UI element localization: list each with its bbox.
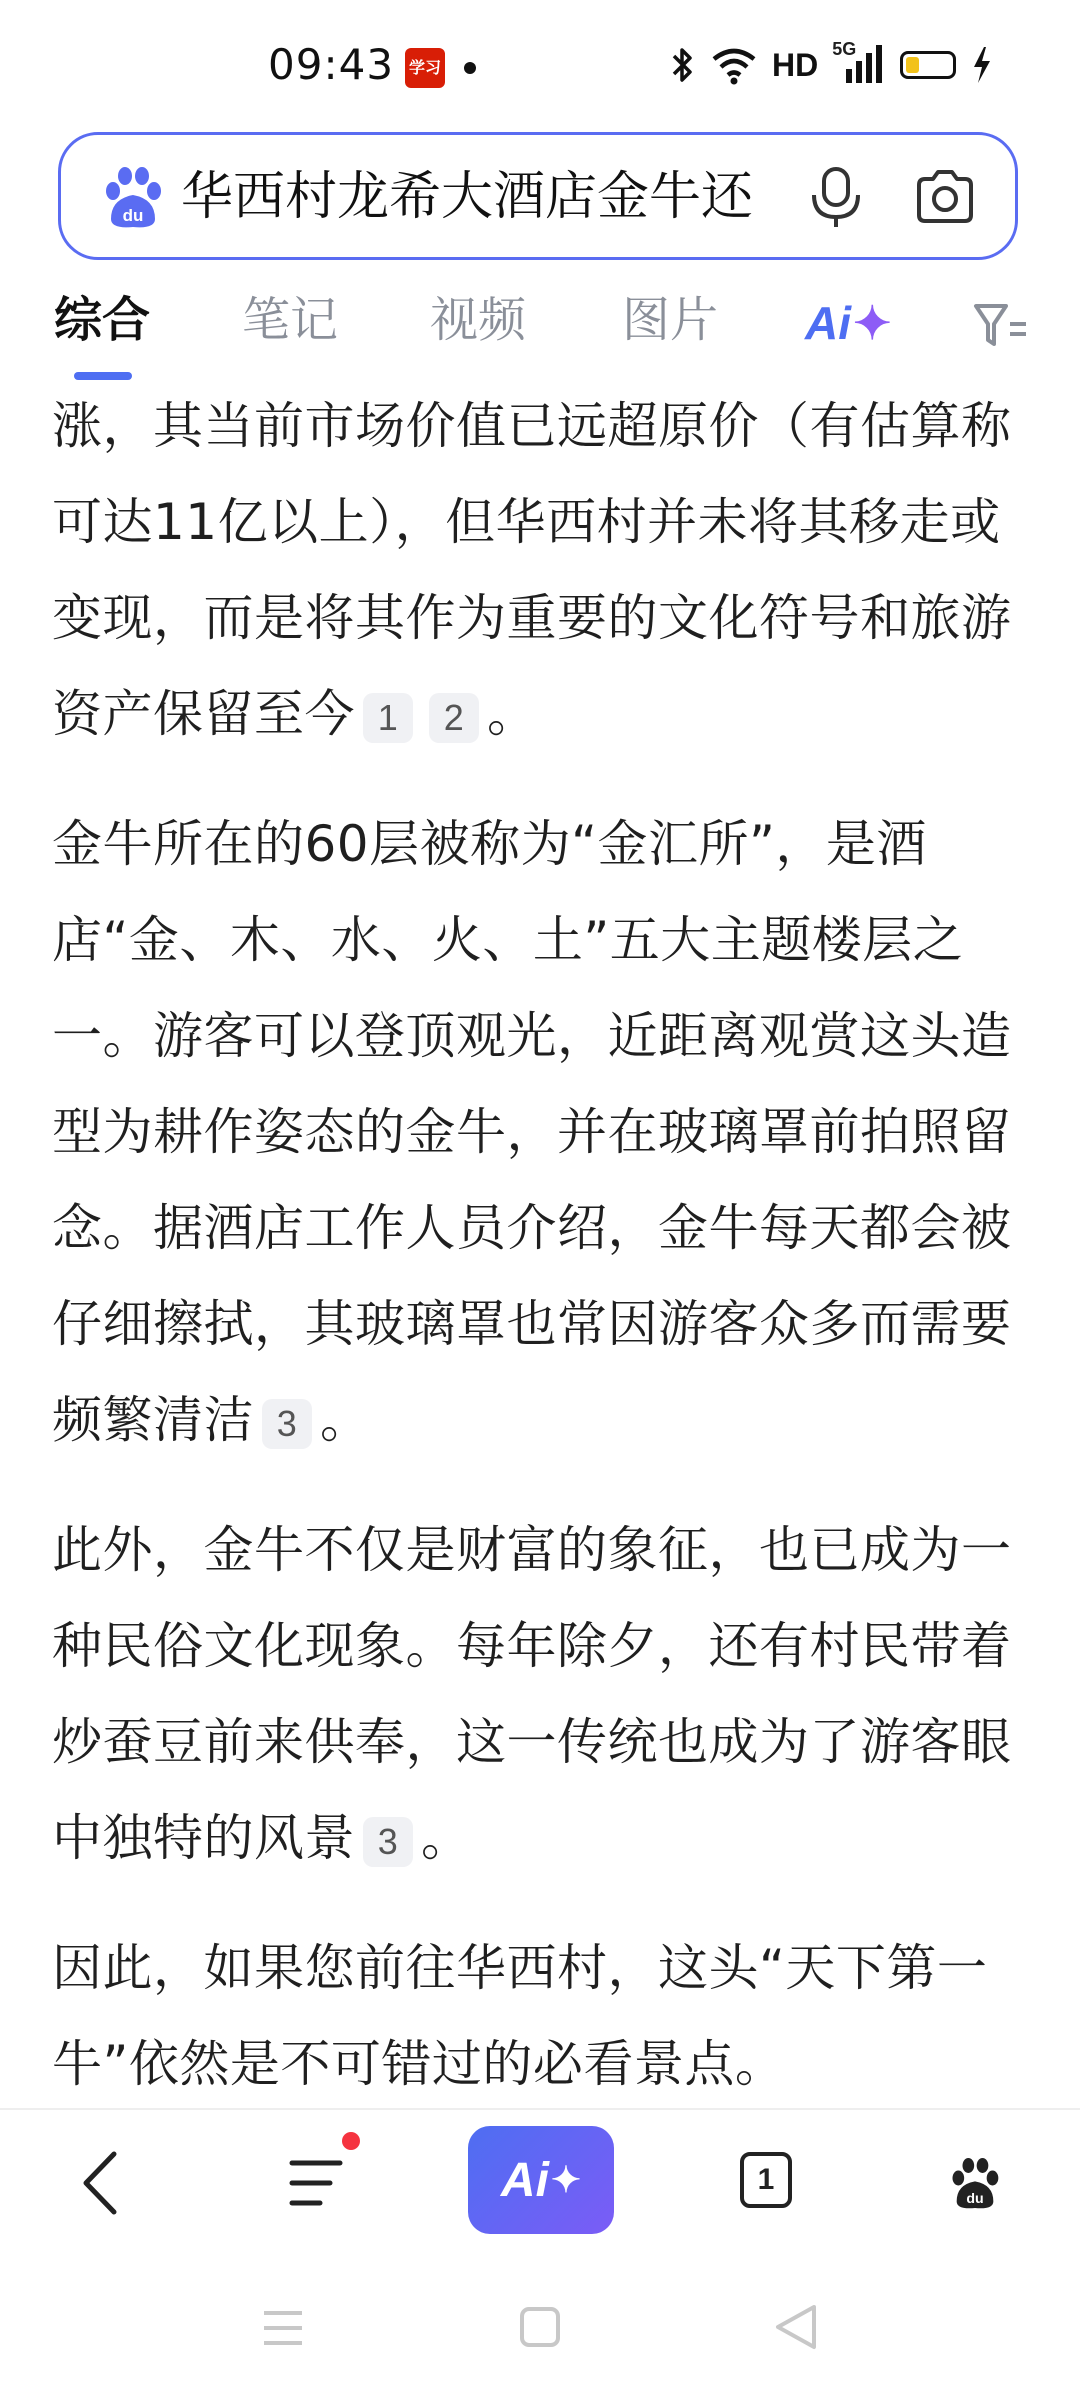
system-nav-bar <box>0 2255 1080 2400</box>
ai-tab-label: Ai <box>805 297 851 349</box>
battery-icon <box>900 51 956 79</box>
tab-images[interactable]: 图片 <box>622 292 719 348</box>
back-icon <box>78 2150 122 2216</box>
paragraph-end: 。 <box>421 1809 472 1867</box>
paragraph-text: 因此，如果您前往华西村，这头“天下第一牛”依然是不可错过的必看景点。 <box>52 1939 988 2093</box>
baidu-logo-icon <box>97 161 169 233</box>
paragraph <box>52 378 1032 762</box>
bluetooth-icon <box>670 44 696 86</box>
search-bar[interactable] <box>58 132 1018 260</box>
mic-icon[interactable] <box>806 165 866 231</box>
citation-badge[interactable]: 3 <box>363 1817 413 1867</box>
signal-label: 5G <box>832 39 857 59</box>
paragraph <box>52 796 1032 1468</box>
paragraph <box>52 1502 1032 1886</box>
menu-icon <box>282 2155 348 2211</box>
search-input[interactable]: 华西村龙希大酒店金牛还 <box>181 167 754 227</box>
network-label: HD <box>772 46 819 83</box>
ai-assistant-button[interactable] <box>468 2126 614 2234</box>
paragraph-end: 。 <box>320 1391 371 1449</box>
app-notification-icon: 学习 <box>405 48 445 88</box>
sparkle-icon: ✦ <box>853 297 892 349</box>
paragraph <box>52 1920 1032 2108</box>
signal-icon <box>832 39 886 87</box>
sparkle-icon: ✦ <box>550 2159 582 2200</box>
answer-content <box>52 378 1032 2108</box>
baidu-home-button[interactable] <box>920 2110 1030 2255</box>
filter-icon[interactable] <box>972 300 1028 350</box>
tab-notes[interactable]: 笔记 <box>242 292 339 348</box>
status-icons <box>670 40 994 90</box>
tab-ai[interactable] <box>805 296 892 350</box>
tab-general[interactable]: 综合 <box>54 292 151 348</box>
back-nav-icon[interactable] <box>770 2301 822 2353</box>
baidu-home-icon <box>945 2152 1005 2214</box>
paragraph-end: 。 <box>487 685 538 743</box>
home-icon[interactable] <box>516 2303 564 2351</box>
status-bar <box>0 0 1080 130</box>
citation-badge[interactable]: 2 <box>429 693 479 743</box>
wifi-icon <box>710 45 758 85</box>
notification-dot <box>342 2132 360 2150</box>
ai-icon: Ai <box>500 2153 549 2207</box>
citation-badge[interactable]: 1 <box>363 693 413 743</box>
back-button[interactable] <box>60 2110 140 2255</box>
notification-dot <box>464 62 476 74</box>
paragraph-text: 金牛所在的60层被称为“金汇所”，是酒店“金、木、水、火、土”五大主题楼层之一。游客可以登顶观光，近距离观赏这头造型为耕作姿态的金牛，并在玻璃罩前拍照留念。据酒店工作人员介绍，金牛每天都会被仔细擦拭，其玻璃罩也常因游客众多而需要频繁清洁 <box>52 815 1012 1449</box>
svg-text:du: du <box>966 2190 984 2207</box>
tabs-icon[interactable]: 1 <box>740 2152 792 2208</box>
citation-badge[interactable]: 3 <box>262 1399 312 1449</box>
status-time: 09:43 <box>268 40 395 89</box>
recent-apps-icon[interactable] <box>258 2305 308 2351</box>
paragraph-text: 涨，其当前市场价值已远超原价（有估算称可达11亿以上），但华西村并未将其移走或变现，而是将其作为重要的文化符号和旅游资产保留至今 <box>52 397 1012 743</box>
camera-icon[interactable] <box>913 167 977 227</box>
tab-video[interactable]: 视频 <box>430 292 527 348</box>
svg-text:du: du <box>122 206 144 225</box>
charging-icon <box>970 45 994 85</box>
paragraph-text: 此外，金牛不仅是财富的象征，也已成为一种民俗文化现象。每年除夕，还有村民带着炒蚕豆前来供奉，这一传统也成为了游客眼中独特的风景 <box>52 1521 1012 1867</box>
battery-level <box>906 57 919 73</box>
search-tabs <box>0 288 1080 378</box>
